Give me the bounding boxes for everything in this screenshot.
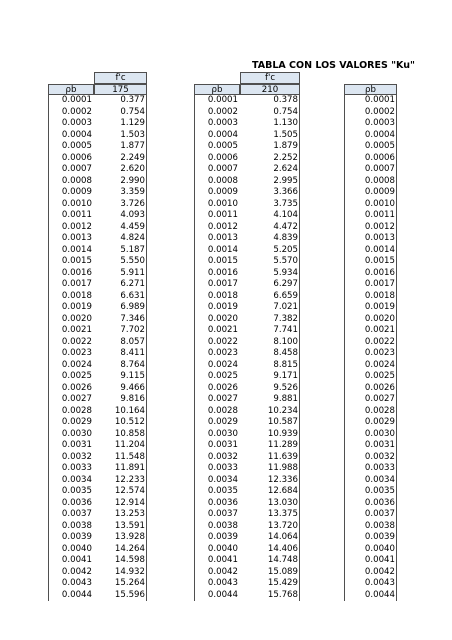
rho-value[interactable]: 0.0002 <box>207 106 238 117</box>
rho-value[interactable]: 0.0010 <box>61 198 92 209</box>
rho-value[interactable]: 0.0012 <box>207 221 238 232</box>
rho-value[interactable]: 0.0037 <box>61 509 92 519</box>
ku-value[interactable]: 2.990 <box>120 175 145 186</box>
rho-value[interactable]: 0.0025 <box>364 371 395 381</box>
rho-value[interactable]: 0.0041 <box>207 555 238 565</box>
ku-value[interactable]: 2.249 <box>120 152 145 163</box>
rho-value[interactable]: 0.0002 <box>61 106 92 117</box>
ku-value[interactable]: 15.264 <box>114 578 145 588</box>
rho-value[interactable]: 0.0027 <box>61 394 92 404</box>
rho-value[interactable]: 0.0006 <box>364 152 395 163</box>
ku-value[interactable]: 4.093 <box>120 210 145 220</box>
ku-value[interactable]: 6.271 <box>120 279 145 289</box>
rho-value[interactable]: 0.0031 <box>207 440 238 450</box>
ku-value[interactable]: 5.570 <box>273 256 298 266</box>
rho-value[interactable]: 0.0020 <box>364 313 395 324</box>
rho-value[interactable]: 0.0004 <box>207 129 238 140</box>
ku-value[interactable]: 3.726 <box>120 198 145 209</box>
rho-value[interactable]: 0.0003 <box>61 118 92 128</box>
rho-value[interactable]: 0.0016 <box>364 267 395 278</box>
ku-value[interactable]: 2.252 <box>273 152 298 163</box>
rho-value[interactable]: 0.0016 <box>61 267 92 278</box>
ku-value[interactable]: 8.057 <box>120 336 145 347</box>
rho-value[interactable]: 0.0033 <box>207 463 238 473</box>
rho-value[interactable]: 0.0001 <box>364 95 395 105</box>
rho-value[interactable]: 0.0038 <box>207 520 238 531</box>
table-title: TABLA CON LOS VALORES "Ku" <box>252 60 415 71</box>
rho-value[interactable]: 0.0044 <box>207 589 238 600</box>
rho-value[interactable]: 0.0018 <box>364 290 395 301</box>
rho-value[interactable]: 0.0024 <box>207 359 238 370</box>
rho-value[interactable]: 0.0024 <box>61 359 92 370</box>
rho-value[interactable]: 0.0023 <box>61 348 92 358</box>
rho-value[interactable]: 0.0018 <box>207 290 238 301</box>
ku-value[interactable]: 8.458 <box>273 348 298 358</box>
rho-value[interactable]: 0.0003 <box>207 118 238 128</box>
rho-value[interactable]: 0.0026 <box>61 382 92 393</box>
ku-value[interactable]: 10.164 <box>114 405 145 416</box>
ku-value[interactable]: 5.934 <box>273 267 298 278</box>
rho-value[interactable]: 0.0015 <box>207 256 238 266</box>
rho-value[interactable]: 0.0013 <box>61 233 92 243</box>
rho-value[interactable]: 0.0038 <box>364 520 395 531</box>
rho-value[interactable]: 0.0043 <box>364 578 395 588</box>
ku-value[interactable]: 3.735 <box>273 198 298 209</box>
rho-value[interactable]: 0.0013 <box>364 233 395 243</box>
rho-value[interactable]: 0.0030 <box>207 428 238 439</box>
ku-value[interactable]: 11.988 <box>267 463 298 473</box>
rho-value[interactable]: 0.0022 <box>364 336 395 347</box>
fc-value-cell[interactable]: 210 <box>240 84 300 96</box>
ku-value[interactable]: 8.764 <box>120 359 145 370</box>
rho-value[interactable]: 0.0019 <box>61 302 92 312</box>
ku-value[interactable]: 4.839 <box>273 233 298 243</box>
ku-value[interactable]: 9.171 <box>273 371 298 381</box>
ku-value[interactable]: 10.512 <box>114 417 145 427</box>
table-left-border <box>48 95 49 601</box>
ku-value[interactable]: 13.928 <box>114 532 145 542</box>
rho-value[interactable]: 0.0036 <box>61 497 92 508</box>
rho-value[interactable]: 0.0039 <box>61 532 92 542</box>
rho-value[interactable]: 0.0022 <box>61 336 92 347</box>
ku-value[interactable]: 11.639 <box>267 451 298 462</box>
ku-value[interactable]: 12.574 <box>114 486 145 496</box>
ku-value[interactable]: 13.375 <box>267 509 298 519</box>
table-left-border <box>344 95 345 601</box>
ku-value[interactable]: 14.064 <box>267 532 298 542</box>
ku-value[interactable]: 1.503 <box>120 129 145 140</box>
rho-value[interactable]: 0.0019 <box>364 302 395 312</box>
ku-value[interactable]: 10.234 <box>267 405 298 416</box>
ku-value[interactable]: 4.472 <box>273 221 298 232</box>
rho-value[interactable]: 0.0031 <box>364 440 395 450</box>
rho-value[interactable]: 0.0007 <box>364 164 395 174</box>
ku-value[interactable]: 1.879 <box>273 141 298 151</box>
ku-value[interactable]: 15.429 <box>267 578 298 588</box>
ku-value[interactable]: 14.264 <box>114 543 145 554</box>
rho-value[interactable]: 0.0002 <box>364 106 395 117</box>
ku-value[interactable]: 6.989 <box>120 302 145 312</box>
rho-value[interactable]: 0.0042 <box>207 566 238 577</box>
rho-value[interactable]: 0.0029 <box>61 417 92 427</box>
rho-value[interactable]: 0.0032 <box>61 451 92 462</box>
rho-value[interactable]: 0.0040 <box>61 543 92 554</box>
rho-value[interactable]: 0.0029 <box>207 417 238 427</box>
ku-value[interactable]: 14.406 <box>267 543 298 554</box>
fc-value-cell[interactable]: 175 <box>94 84 147 96</box>
rho-value[interactable]: 0.0009 <box>61 187 92 197</box>
rho-value[interactable]: 0.0012 <box>61 221 92 232</box>
rho-value[interactable]: 0.0001 <box>61 95 92 105</box>
rho-value[interactable]: 0.0020 <box>61 313 92 324</box>
rho-value[interactable]: 0.0026 <box>207 382 238 393</box>
ku-value[interactable]: 7.021 <box>273 302 298 312</box>
rho-value[interactable]: 0.0005 <box>364 141 395 151</box>
ku-value[interactable]: 13.253 <box>114 509 145 519</box>
fc-label-cell[interactable]: f'c <box>94 72 147 84</box>
ku-value[interactable]: 6.659 <box>273 290 298 301</box>
rho-value[interactable]: 0.0005 <box>207 141 238 151</box>
ku-value[interactable]: 13.591 <box>114 520 145 531</box>
rho-value[interactable]: 0.0017 <box>207 279 238 289</box>
ku-value[interactable]: 1.505 <box>273 129 298 140</box>
rho-value[interactable]: 0.0013 <box>207 233 238 243</box>
ku-value[interactable]: 8.100 <box>273 336 298 347</box>
rho-value[interactable]: 0.0030 <box>364 428 395 439</box>
rho-value[interactable]: 0.0001 <box>207 95 238 105</box>
rho-value[interactable]: 0.0032 <box>207 451 238 462</box>
ku-value[interactable]: 4.104 <box>273 210 298 220</box>
rho-value[interactable]: 0.0020 <box>207 313 238 324</box>
ku-value[interactable]: 13.720 <box>267 520 298 531</box>
rho-value[interactable]: 0.0037 <box>207 509 238 519</box>
rho-value[interactable]: 0.0019 <box>207 302 238 312</box>
ku-value[interactable]: 1.130 <box>273 118 298 128</box>
table-right-border <box>299 95 300 601</box>
ku-value[interactable]: 5.911 <box>120 267 145 278</box>
ku-value[interactable]: 1.877 <box>120 141 145 151</box>
ku-value[interactable]: 10.858 <box>114 428 145 439</box>
ku-value[interactable]: 0.377 <box>120 95 145 105</box>
rho-value[interactable]: 0.0034 <box>207 474 238 485</box>
rho-value[interactable]: 0.0028 <box>61 405 92 416</box>
rho-value[interactable]: 0.0040 <box>364 543 395 554</box>
ku-value[interactable]: 8.411 <box>120 348 145 358</box>
rho-value[interactable]: 0.0041 <box>364 555 395 565</box>
rho-value[interactable]: 0.0037 <box>364 509 395 519</box>
rho-value[interactable]: 0.0008 <box>61 175 92 186</box>
rho-value[interactable]: 0.0015 <box>61 256 92 266</box>
rho-value[interactable]: 0.0033 <box>364 463 395 473</box>
rho-value[interactable]: 0.0011 <box>61 210 92 220</box>
ku-value[interactable]: 15.596 <box>114 589 145 600</box>
rho-value[interactable]: 0.0007 <box>61 164 92 174</box>
rho-value[interactable]: 0.0022 <box>207 336 238 347</box>
rho-value[interactable]: 0.0038 <box>61 520 92 531</box>
rho-value[interactable]: 0.0025 <box>61 371 92 381</box>
rho-value[interactable]: 0.0010 <box>207 198 238 209</box>
rho-header-cell[interactable]: ρb <box>48 84 94 96</box>
ku-value[interactable]: 12.233 <box>114 474 145 485</box>
rho-value[interactable]: 0.0015 <box>364 256 395 266</box>
rho-value[interactable]: 0.0026 <box>364 382 395 393</box>
ku-value[interactable]: 5.187 <box>120 244 145 255</box>
rho-value[interactable]: 0.0025 <box>207 371 238 381</box>
ku-value[interactable]: 9.526 <box>273 382 298 393</box>
ku-value[interactable]: 11.289 <box>267 440 298 450</box>
rho-value[interactable]: 0.0014 <box>61 244 92 255</box>
ku-value[interactable]: 14.748 <box>267 555 298 565</box>
ku-value[interactable]: 3.366 <box>273 187 298 197</box>
ku-value[interactable]: 9.115 <box>120 371 145 381</box>
rho-value[interactable]: 0.0023 <box>364 348 395 358</box>
rho-value[interactable]: 0.0017 <box>61 279 92 289</box>
rho-value[interactable]: 0.0012 <box>364 221 395 232</box>
rho-value[interactable]: 0.0039 <box>207 532 238 542</box>
rho-value[interactable]: 0.0033 <box>61 463 92 473</box>
rho-value[interactable]: 0.0036 <box>364 497 395 508</box>
rho-value[interactable]: 0.0009 <box>207 187 238 197</box>
ku-value[interactable]: 12.336 <box>267 474 298 485</box>
rho-value[interactable]: 0.0014 <box>207 244 238 255</box>
rho-value[interactable]: 0.0018 <box>61 290 92 301</box>
ku-value[interactable]: 9.881 <box>273 394 298 404</box>
rho-value[interactable]: 0.0008 <box>364 175 395 186</box>
ku-value[interactable]: 15.768 <box>267 589 298 600</box>
ku-value[interactable]: 7.382 <box>273 313 298 324</box>
rho-value[interactable]: 0.0021 <box>61 325 92 335</box>
rho-value[interactable]: 0.0036 <box>207 497 238 508</box>
ku-value[interactable]: 14.598 <box>114 555 145 565</box>
ku-value[interactable]: 11.548 <box>114 451 145 462</box>
rho-value[interactable]: 0.0035 <box>207 486 238 496</box>
ku-value[interactable]: 2.620 <box>120 164 145 174</box>
rho-header-cell[interactable]: ρb <box>344 84 397 96</box>
rho-value[interactable]: 0.0009 <box>364 187 395 197</box>
ku-value[interactable]: 0.378 <box>273 95 298 105</box>
rho-value[interactable]: 0.0006 <box>61 152 92 163</box>
rho-value[interactable]: 0.0043 <box>207 578 238 588</box>
ku-value[interactable]: 6.297 <box>273 279 298 289</box>
rho-value[interactable]: 0.0004 <box>61 129 92 140</box>
ku-value[interactable]: 13.030 <box>267 497 298 508</box>
rho-value[interactable]: 0.0006 <box>207 152 238 163</box>
ku-value[interactable]: 6.631 <box>120 290 145 301</box>
rho-value[interactable]: 0.0021 <box>207 325 238 335</box>
ku-value[interactable]: 7.741 <box>273 325 298 335</box>
ku-value[interactable]: 9.816 <box>120 394 145 404</box>
ku-value[interactable]: 12.914 <box>114 497 145 508</box>
ku-value[interactable]: 5.205 <box>273 244 298 255</box>
ku-value[interactable]: 15.089 <box>267 566 298 577</box>
rho-value[interactable]: 0.0028 <box>364 405 395 416</box>
rho-value[interactable]: 0.0028 <box>207 405 238 416</box>
rho-value[interactable]: 0.0035 <box>61 486 92 496</box>
rho-value[interactable]: 0.0007 <box>207 164 238 174</box>
rho-value[interactable]: 0.0027 <box>364 394 395 404</box>
rho-value[interactable]: 0.0008 <box>207 175 238 186</box>
rho-value[interactable]: 0.0042 <box>61 566 92 577</box>
rho-value[interactable]: 0.0040 <box>207 543 238 554</box>
ku-value[interactable]: 5.550 <box>120 256 145 266</box>
rho-value[interactable]: 0.0032 <box>364 451 395 462</box>
rho-value[interactable]: 0.0016 <box>207 267 238 278</box>
rho-value[interactable]: 0.0039 <box>364 532 395 542</box>
rho-value[interactable]: 0.0003 <box>364 118 395 128</box>
ku-value[interactable]: 10.939 <box>267 428 298 439</box>
rho-value[interactable]: 0.0010 <box>364 198 395 209</box>
rho-value[interactable]: 0.0042 <box>364 566 395 577</box>
rho-value[interactable]: 0.0011 <box>207 210 238 220</box>
rho-value[interactable]: 0.0041 <box>61 555 92 565</box>
ku-value[interactable]: 11.204 <box>114 440 145 450</box>
ku-value[interactable]: 10.587 <box>267 417 298 427</box>
rho-value[interactable]: 0.0021 <box>364 325 395 335</box>
rho-value[interactable]: 0.0031 <box>61 440 92 450</box>
rho-value[interactable]: 0.0029 <box>364 417 395 427</box>
ku-value[interactable]: 0.754 <box>120 106 145 117</box>
rho-value[interactable]: 0.0030 <box>61 428 92 439</box>
fc-label-cell[interactable]: f'c <box>240 72 300 84</box>
rho-value[interactable]: 0.0043 <box>61 578 92 588</box>
rho-value[interactable]: 0.0034 <box>364 474 395 485</box>
ku-value[interactable]: 12.684 <box>267 486 298 496</box>
rho-value[interactable]: 0.0044 <box>364 589 395 600</box>
rho-value[interactable]: 0.0005 <box>61 141 92 151</box>
rho-value[interactable]: 0.0024 <box>364 359 395 370</box>
ku-value[interactable]: 2.624 <box>273 164 298 174</box>
ku-value[interactable]: 2.995 <box>273 175 298 186</box>
ku-value[interactable]: 4.459 <box>120 221 145 232</box>
ku-value[interactable]: 11.891 <box>114 463 145 473</box>
rho-value[interactable]: 0.0011 <box>364 210 395 220</box>
rho-value[interactable]: 0.0044 <box>61 589 92 600</box>
rho-header-cell[interactable]: ρb <box>194 84 240 96</box>
table-right-border <box>396 95 397 601</box>
rho-value[interactable]: 0.0017 <box>364 279 395 289</box>
table-right-border <box>146 95 147 601</box>
ku-value[interactable]: 0.754 <box>273 106 298 117</box>
rho-value[interactable]: 0.0023 <box>207 348 238 358</box>
table-left-border <box>194 95 195 601</box>
ku-value[interactable]: 7.702 <box>120 325 145 335</box>
rho-value[interactable]: 0.0004 <box>364 129 395 140</box>
ku-value[interactable]: 14.932 <box>114 566 145 577</box>
ku-value[interactable]: 1.129 <box>120 118 145 128</box>
ku-value[interactable]: 7.346 <box>120 313 145 324</box>
rho-value[interactable]: 0.0034 <box>61 474 92 485</box>
ku-value[interactable]: 8.815 <box>273 359 298 370</box>
rho-value[interactable]: 0.0035 <box>364 486 395 496</box>
ku-value[interactable]: 3.359 <box>120 187 145 197</box>
ku-value[interactable]: 9.466 <box>120 382 145 393</box>
rho-value[interactable]: 0.0014 <box>364 244 395 255</box>
ku-value[interactable]: 4.824 <box>120 233 145 243</box>
rho-value[interactable]: 0.0027 <box>207 394 238 404</box>
